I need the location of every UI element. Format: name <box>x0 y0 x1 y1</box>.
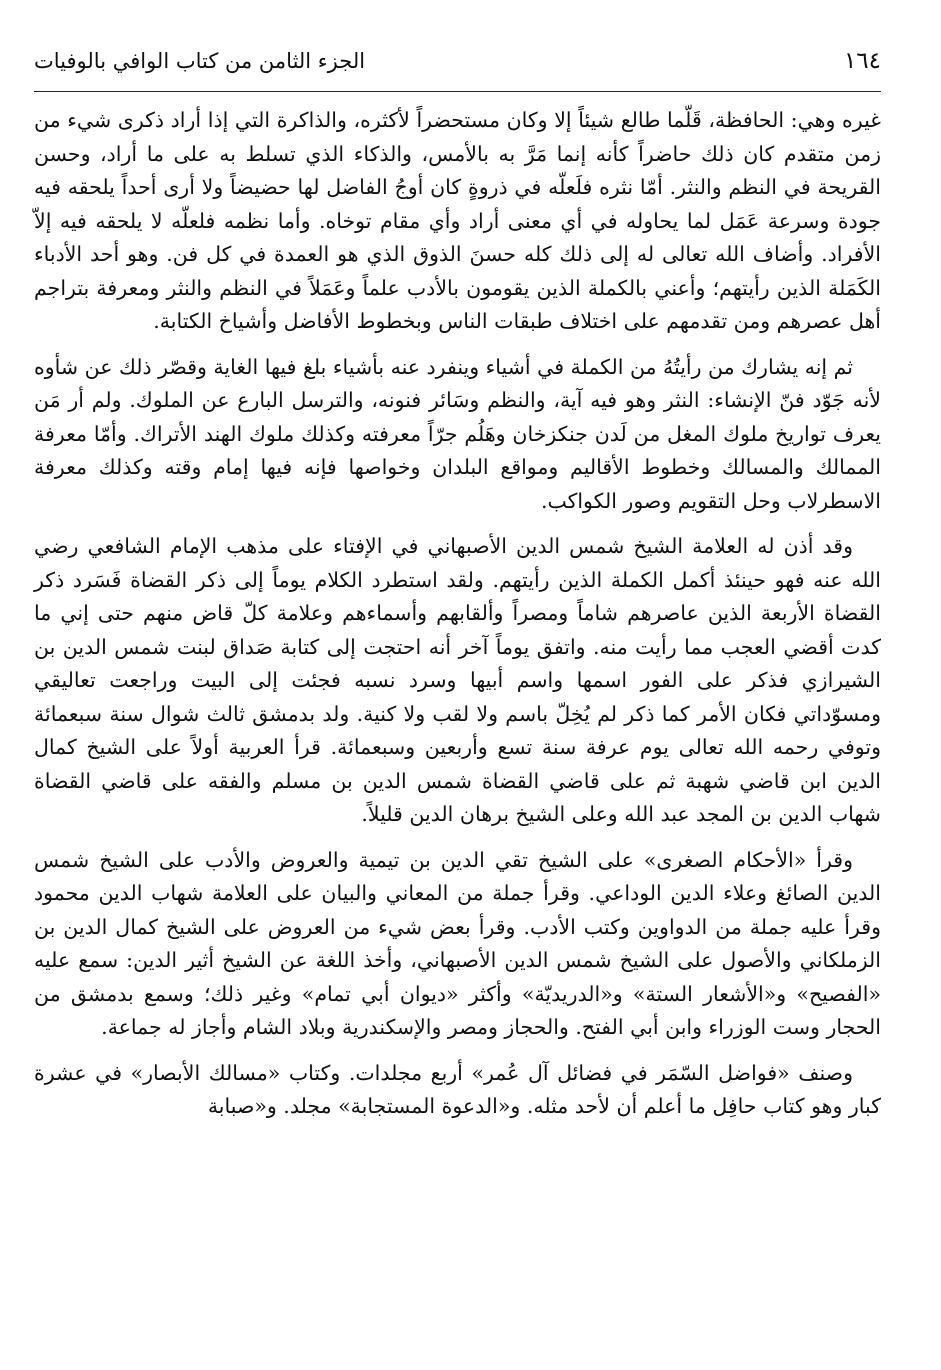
paragraph-2: ثم إنه يشارك من رأيتُهُ من الكملة في أشياء وينفرد عنه بأشياء بلغ فيها الغاية وقصّر ذلك عن شأوه لأنه جَوّد فنّ الإنشاء: النثر وهو فيه آية، والنظم وسَائر فنونه، والترسل البارع عن الملوك. ولم أر مَن يعرف تواريخ ملوك المغل من لَدن جنكزخان وهَلُم جرّاً معرفته وكذلك ملوك الهند الأتراك. وأمّا معرفة الممالك والمسالك وخطوط الأقاليم ومواقع البلدان وخواصها فإنه فيها إمام وقته وكذلك معرفة الاسطرلاب وحل التقويم وصور الكواكب. <box>34 354 881 513</box>
running-title: الجزء الثامن من كتاب الوافي بالوفيات <box>34 49 366 73</box>
paragraph-4: وقرأ «الأحكام الصغرى» على الشيخ تقي الدين بن تيمية والعروض والأدب على الشيخ شمس الدين الصائغ وعلاء الدين الوداعي. وقرأ جملة من المعاني والبيان على العلامة شهاب الدين محمود وقرأ عليه جملة من الدواوين وكتب الأدب. وقرأ بعض شيء من العروض على الشيخ كمال الدين بن الزملكاني والأصول على الشيخ شمس الدين الأصبهاني، وأخذ اللغة عن الشيخ أثير الدين: سمع عليه «الفصيح» و«الأشعار الستة» و«الدريديّة» وأكثر «ديوان أبي تمام» وغير ذلك؛ وسمع بدمشق من الحجار وست الوزراء وابن أبي الفتح. والحجاز ومصر والإسكندرية وبلاد الشام وأجاز له جماعة. <box>34 847 881 1039</box>
paragraph-1: غيره وهي: الحافظة، قَلّما طالع شيئاً إلا وكان مستحضراً لأكثره، والذاكرة التي إذا أراد ذكرى شيء من زمن متقدم كان ذلك حاضراً كأنه إنما مَرَّ به بالأمس، والذكاء الذي تسلط به على ما أراد، وحسن القريحة في النظم والنثر. أمّا نثره فلَعلّه في ذروةٍ كان أوجُ الفاضل لها حضيضاً ولا أرى أحداً يلحقه فيه جودة وسرعة عَمَل لما يحاوله في أي معنى أراد وأي مقام توخاه. وأما نظمه فلعلّه لا يلحقه فيه إلاّ الأفراد. وأضاف الله تعالى له إلى ذلك كله حسنَ الذوق الذي هو العمدة في كل فن. وهو أحد الأدباء الكَمَلة الذين رأيتهم؛ وأعني بالكملة الذين يقومون بالأدب علماً وعَمَلاً في النظم والنثر ومعرفة بتراجم أهل عصرهم ومن تقدمهم على اختلاف طبقات الناس وبخطوط الأفاضل وأشياخ الكتابة. <box>34 108 881 333</box>
page-number: ١٦٤ <box>843 48 881 74</box>
header-rule <box>34 91 881 92</box>
body-text <box>34 104 881 1124</box>
running-header <box>34 42 881 82</box>
paragraph-5: وصنف «فواضل السّمَر في فضائل آل عُمر» أربع مجلدات. وكتاب «مسالك الأبصار» في عشرة كبار وهو كتاب حافِل ما أعلم أن لأحد مثله. و«الدعوة المستجابة» مجلد. و«صبابة <box>34 1060 881 1118</box>
paragraph-3: وقد أذن له العلامة الشيخ شمس الدين الأصبهاني في الإفتاء على مذهب الإمام الشافعي رضي الله عنه فهو حينئذ أكمل الكملة الذين رأيتهم. ولقد استطرد الكلام يوماً إلى ذكر القضاة فَسَرد ذكر القضاة الأربعة الذين عاصرهم شاماً ومصراً وألقابهم وأسماءهم وعلامة كلّ قاض منهم حتى إني ما كدت أقضي العجب مما رأيت منه. واتفق يوماً آخر أنه احتجت إلى كتابة صَداق لبنت شمس الدين بن الشيرازي فذكر على الفور اسمها واسم أبيها وسرد نسبه فجئت إلى البيت وراجعت تعاليقي ومسوّداتي فكان الأمر كما ذكر لم يُخِلّ باسم ولا لقب ولا كنية. ولد بدمشق ثالث شوال سنة سبعمائة وتوفي رحمه الله تعالى يوم عرفة سنة تسع وأربعين وسبعمائة. قرأ العربية أولاً على الشيخ كمال الدين ابن قاضي شهبة ثم على قاضي القضاة شمس الدين بن مسلم والفقه على قاضي القضاة شهاب الدين بن المجد عبد الله وعلى الشيخ برهان الدين قليلاً. <box>34 534 881 826</box>
